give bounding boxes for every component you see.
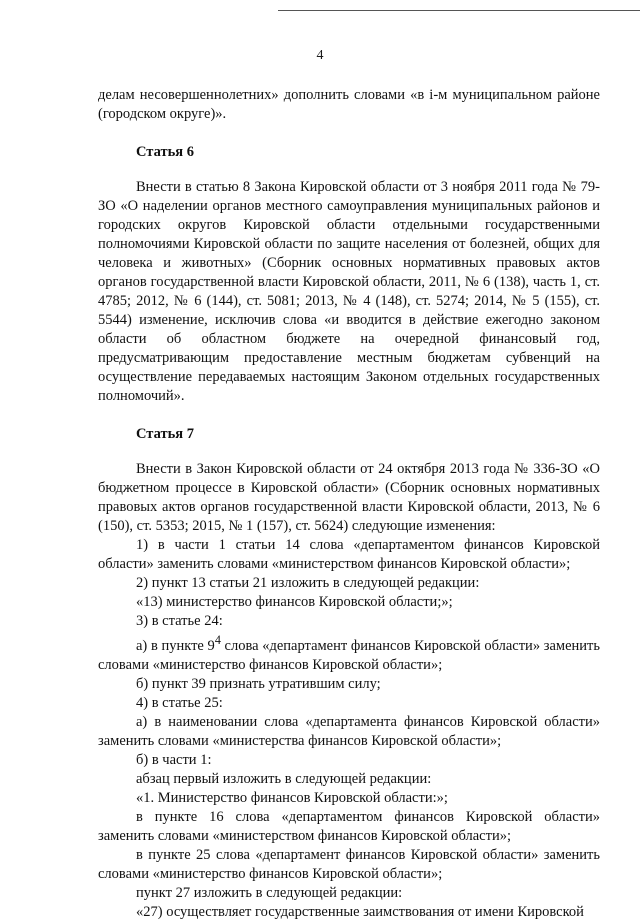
- article-7-item: пункт 27 изложить в следующей редакции:: [136, 884, 403, 901]
- item-text: а) в пункте 9: [136, 637, 215, 654]
- intro-paragraph: делам несовершеннолетних» дополнить словами «в i-м муниципальном районе (городском округе)».: [98, 87, 600, 122]
- article-7-item: в пункте 25 слова «департамент финансов Кировской области» заменить словами «министерство финансов Кировской области»;: [98, 846, 600, 882]
- article-7-item: «1. Министерство финансов Кировской области:»;: [136, 789, 448, 806]
- article-7-item: а) в наименовании слова «департамента финансов Кировской области» заменить словами «министерства финансов Кировской области»;: [98, 713, 600, 749]
- article-7-item: [98, 631, 600, 675]
- article-6-heading: Статья 6: [136, 144, 194, 160]
- spacer: [98, 162, 600, 178]
- article-7-item: б) в части 1:: [136, 751, 212, 768]
- document-body: [98, 86, 600, 922]
- spacer: [98, 406, 600, 425]
- spacer: [98, 124, 600, 143]
- article-7-item: 4) в статье 25:: [136, 694, 223, 711]
- page-number: 4: [316, 48, 324, 63]
- article-6-text: Внести в статью 8 Закона Кировской области от 3 ноября 2011 года № 79-ЗО «О наделении органов местного самоуправления муниципальных районов и городских округов Кировской области отдельными государственными полномочиями Кировской области по защите населения от болезней, общих для человека и животных» (Сборник основных нормативных правовых актов органов государственной власти Кировской области, 2011, № 6 (138), часть 1, ст. 4785; 2012, № 6 (144), ст. 5081; 2013, № 4 (148), ст. 5274; 2014, № 5 (155), ст. 5544) изменение, исключив слова «и вводится в действие ежегодно законом области об областном бюджете на очередной финансовый год, предусматривающим предоставление местным бюджетам субвенций на осуществление передаваемых настоящим Законом отдельных государственных полномочий».: [98, 179, 600, 404]
- article-7-item: «27) осуществляет государственные заимствования от имени Кировской: [136, 903, 584, 920]
- superscript: 4: [214, 633, 221, 647]
- article-7-item: абзац первый изложить в следующей редакции:: [136, 770, 432, 787]
- spacer: [98, 444, 600, 460]
- article-7-heading: Статья 7: [136, 426, 194, 442]
- article-7-item: 1) в части 1 статьи 14 слова «департаментом финансов Кировской области» заменить словами «министерством финансов Кировской области»;: [98, 537, 600, 572]
- item-text: слова «департамент финансов Кировской области» заменить словами «министерство финансов Кировской области»;: [98, 637, 600, 673]
- article-7-item: 3) в статье 24:: [136, 613, 223, 629]
- article-7-intro: Внести в Закон Кировской области от 24 октября 2013 года № 336-ЗО «О бюджетном процессе в Кировской области» (Сборник основных нормативных правовых актов органов государственной власти Кировской области, 2013, № 6 (150), ст. 5353; 2015, № 1 (157), ст. 5624) следующие изменения:: [98, 461, 600, 534]
- top-rule: [278, 10, 640, 11]
- article-7-item: в пункте 16 слова «департаментом финансов Кировской области» заменить словами «министерством финансов Кировской области»;: [98, 808, 600, 844]
- article-7-item: «13) министерство финансов Кировской области;»;: [136, 594, 453, 610]
- article-7-item: б) пункт 39 признать утратившим силу;: [136, 675, 381, 692]
- article-7-item: 2) пункт 13 статьи 21 изложить в следующей редакции:: [136, 575, 480, 591]
